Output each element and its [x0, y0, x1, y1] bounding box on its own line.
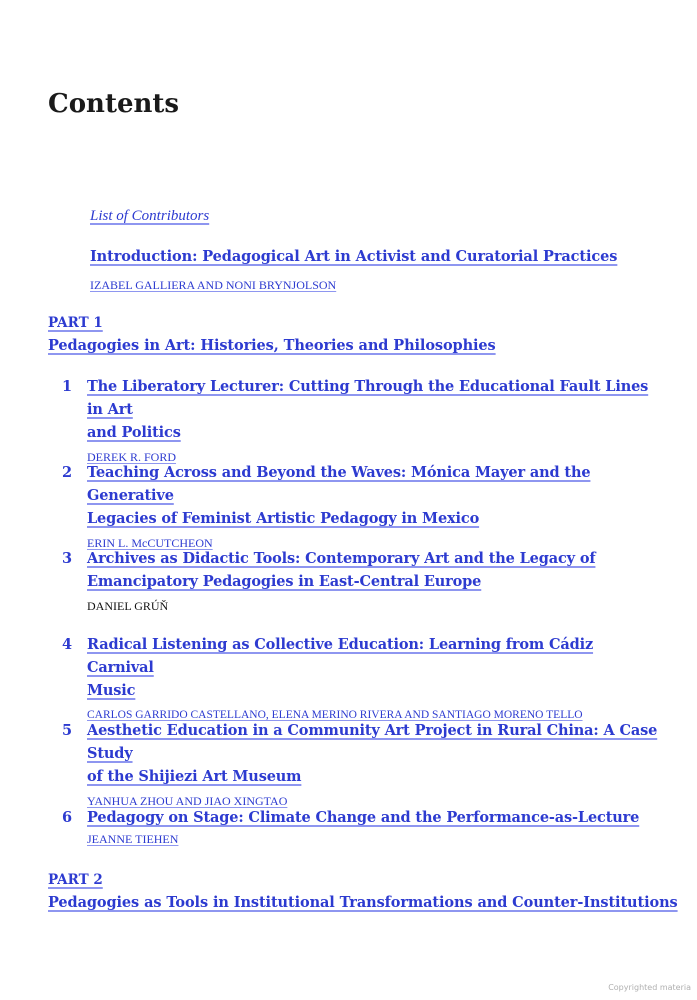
part-2-label[interactable]: PART 2 — [48, 872, 103, 888]
chapter-number: 4 — [62, 636, 72, 653]
chapter-title-line-1: Pedagogy on Stage: Climate Change and the Performance-as-Lecture — [87, 809, 640, 826]
contributors-link[interactable]: List of Contributors — [90, 208, 210, 224]
part-1-label[interactable]: PART 1 — [48, 315, 103, 331]
chapter-5-title-link[interactable] — [62, 719, 662, 788]
chapter-title-line-2: of the Shijiezi Art Museum — [87, 768, 302, 785]
chapter-number: 3 — [62, 550, 72, 567]
chapter-title-line-2: Music — [87, 682, 136, 699]
part-1-title-link[interactable]: Pedagogies in Art: Histories, Theories and Philosophies — [48, 337, 496, 354]
chapter-6-title-link[interactable] — [62, 806, 662, 829]
copyright-watermark: Copyrighted materia — [608, 983, 691, 992]
chapter-number: 5 — [62, 722, 72, 739]
chapter-3 — [62, 547, 662, 614]
chapter-title-line-2: Emancipatory Pedagogies in East-Central Europe — [87, 573, 482, 590]
chapter-title-line-1: Aesthetic Education in a Community Art Project in Rural China: A Case Study — [87, 722, 658, 762]
page-title: Contents — [48, 89, 180, 119]
chapter-1-title-link[interactable] — [62, 375, 662, 444]
chapter-number: 1 — [62, 378, 72, 395]
chapter-1-authors-link[interactable]: DEREK R. FORD — [87, 450, 177, 464]
chapter-number: 6 — [62, 809, 72, 826]
chapter-4-authors-link[interactable]: CARLOS GARRIDO CASTELLANO, ELENA MERINO RIVERA AND SANTIAGO MORENO TELLO — [87, 709, 583, 721]
chapter-5 — [62, 719, 662, 809]
chapter-title-line-1: The Liberatory Lecturer: Cutting Through the Educational Fault Lines in Art — [87, 378, 649, 418]
chapter-number: 2 — [62, 464, 72, 481]
introduction-title-link[interactable]: Introduction: Pedagogical Art in Activist and Curatorial Practices — [90, 248, 618, 265]
chapter-2-authors-link[interactable]: ERIN L. McCUTCHEON — [87, 536, 213, 550]
chapter-title-line-2: Legacies of Feminist Artistic Pedagogy in Mexico — [87, 510, 480, 527]
chapter-title-line-2: and Politics — [87, 424, 181, 441]
chapter-2-title-link[interactable] — [62, 461, 662, 530]
chapter-6-authors-link[interactable]: JEANNE TIEHEN — [87, 832, 179, 846]
chapter-2 — [62, 461, 662, 551]
chapter-4 — [62, 633, 662, 723]
chapter-3-title-link[interactable] — [62, 547, 662, 593]
part-2-title-link[interactable]: Pedagogies as Tools in Institutional Transformations and Counter-Institutions — [48, 894, 678, 911]
introduction-authors-link[interactable]: IZABEL GALLIERA AND NONI BRYNJOLSON — [90, 278, 337, 292]
chapter-title-line-1: Archives as Didactic Tools: Contemporary Art and the Legacy of — [87, 550, 596, 567]
chapter-1 — [62, 375, 662, 465]
chapter-title-line-1: Teaching Across and Beyond the Waves: Mónica Mayer and the Generative — [87, 464, 591, 504]
chapter-5-authors-link[interactable]: YANHUA ZHOU AND JIAO XINGTAO — [87, 794, 288, 808]
chapter-4-title-link[interactable] — [62, 633, 662, 702]
chapter-title-line-1: Radical Listening as Collective Education: Learning from Cádiz Carnival — [87, 636, 594, 676]
chapter-6 — [62, 806, 662, 847]
chapter-3-authors: DANIEL GRÚŇ — [87, 599, 169, 613]
